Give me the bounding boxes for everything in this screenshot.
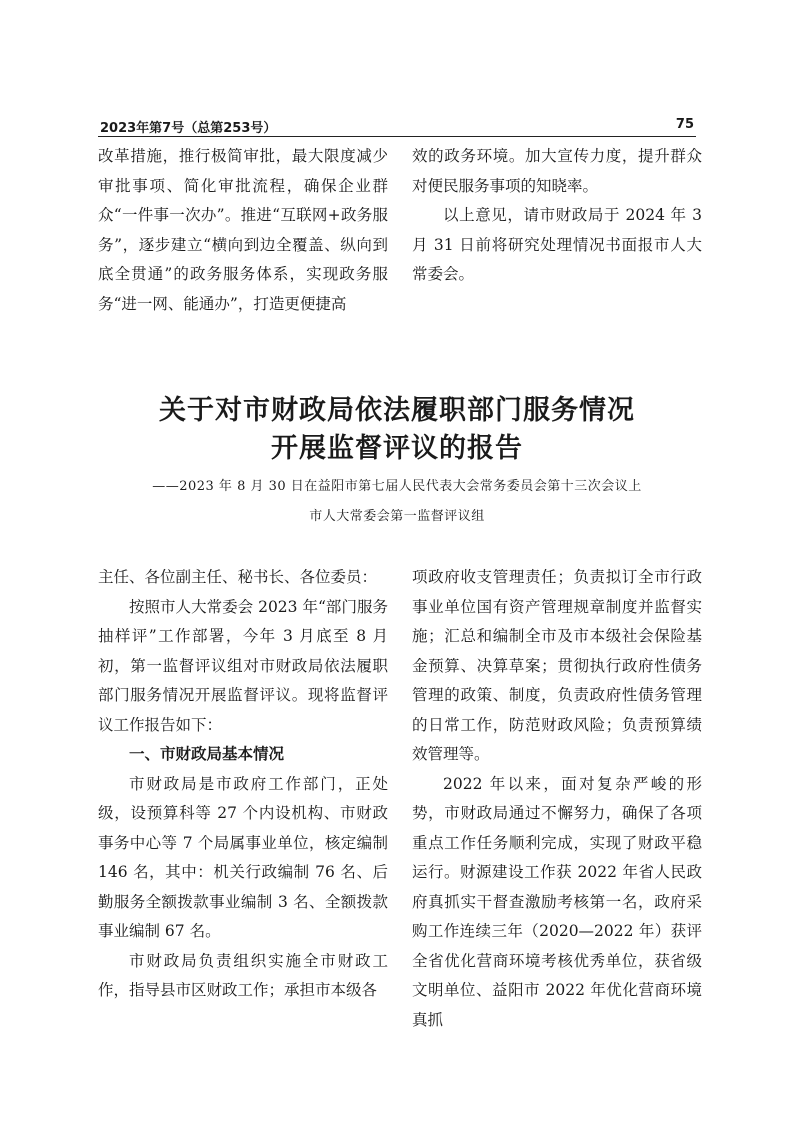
page-number: 75 (675, 117, 694, 132)
body-paragraph: 按照市人大常委会 2023 年“部门服务抽样评”工作部署，今年 3 月底至 8 月初，第一监督评议组对市财政局依法履职部门服务情况开展监督评议。现将监督评议工作报告如下： (98, 597, 388, 734)
report-title-block (60, 392, 734, 532)
issue-label: 2023年第7号（总第253号） (100, 121, 277, 136)
section-heading: 一、市财政局基本情况 (129, 745, 285, 763)
report-author: 市人大常委会第一监督评议组 (309, 509, 485, 524)
top-left-column (98, 142, 388, 319)
salutation: 主任、各位副主任、秘书长、各位委员： (98, 568, 378, 586)
body-paragraph: 市财政局负责组织实施全市财政工作，指导县市区财政工作；承担市本级各 (98, 951, 388, 999)
report-title-line-2: 开展监督评议的报告 (271, 433, 523, 464)
body-paragraph: 2022 年以来，面对复杂严峻的形势，市财政局通过不懈努力，确保了各项重点工作任务顺利完成，实现了财政平稳运行。财源建设工作获 2022 年省人民政府真抓实干督查激励考核第一名，政府采购工作连续三年（2020—2022 年）获评全省优化营商环境考核优秀单位，获省级文明单位、益阳市 2022 年优化营商环境真抓 (412, 774, 702, 1029)
page-header (98, 114, 696, 137)
closing-paragraph: 以上意见，请市财政局于 2024 年 3 月 31 日前将研究处理情况书面报市人大常委会。 (412, 206, 702, 283)
body-paragraph: 项政府收支管理责任；负责拟订全市行政事业单位国有资产管理规章制度并监督实施；汇总和编制全市及市本级社会保险基金预算、决算草案；贯彻执行政府性债务管理的政策、制度，负责政府性债务管理的日常工作，防范财政风险；负责预算绩效管理等。 (412, 568, 702, 763)
body-right-column (412, 563, 702, 1035)
top-right-column (412, 142, 702, 290)
report-subtitle: ——2023 年 8 月 30 日在益阳市第七届人民代表大会常务委员会第十三次会议上 (152, 479, 642, 494)
continued-paragraph: 改革措施，推行极简审批，最大限度减少审批事项、简化审批流程，确保企业群众“一件事一次办”。推进“互联网+政务服务”，逐步建立“横向到边全覆盖、纵向到底全贯通”的政务服务体系，实现政务服务“进一网、能通办”，打造更便捷高 (98, 147, 388, 313)
body-paragraph: 市财政局是市政府工作部门，正处级，设预算科等 27 个内设机构、市财政事务中心等 7 个局属事业单位，核定编制 146 名，其中：机关行政编制 76 名、后勤服务全额拨款事业编制 3 名、全额拨款事业编制 67 名。 (98, 774, 388, 940)
body-left-column (98, 563, 388, 1006)
report-title-line-1: 关于对市财政局依法履职部门服务情况 (159, 395, 635, 426)
continued-paragraph: 效的政务环境。加大宣传力度，提升群众对便民服务事项的知晓率。 (412, 147, 702, 195)
